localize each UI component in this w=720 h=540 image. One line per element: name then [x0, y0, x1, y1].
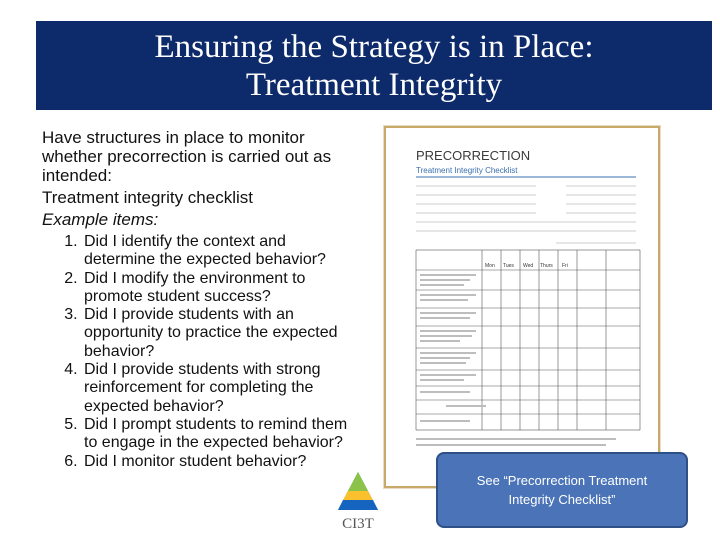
example-label: Example items: [42, 210, 159, 229]
see-checklist-callout [436, 452, 688, 528]
checklist-heading: Treatment integrity checklist [42, 188, 253, 207]
ci3t-logo [336, 470, 380, 532]
list-item: 5. Did I prompt students to remind them to engage in the expected behavior? [82, 416, 352, 453]
checklist-thumbnail [384, 126, 660, 488]
column-header: Thurs [540, 263, 553, 269]
logo-text: CI3T [342, 516, 374, 532]
slide-title [154, 28, 593, 104]
intro-text: Have structures in place to monitor whether precorrection is carried out as intended: [42, 128, 332, 185]
example-items-list [42, 233, 352, 471]
checklist-heading-text: PRECORRECTION [416, 148, 531, 163]
list-item: 4. Did I provide students with strong reinforcement for completing the expected behavior? [82, 361, 352, 416]
checklist-subheading-text: Treatment Integrity Checklist [416, 166, 518, 175]
column-header: Wed [523, 263, 534, 269]
list-item: 2. Did I modify the environment to promote student success? [82, 270, 352, 307]
checklist-image [386, 128, 658, 486]
list-item: 6. Did I monitor student behavior? [82, 453, 352, 471]
body-text [42, 128, 352, 471]
column-header: Mon [485, 263, 495, 269]
column-header: Tues [503, 263, 514, 269]
title-line-1: Ensuring the Strategy is in Place: [154, 28, 594, 65]
list-item: 1. Did I identify the context and determine the expected behavior? [82, 233, 352, 270]
callout-text: See “Precorrection Treatment Integrity Checklist” [476, 473, 648, 507]
list-item: 3. Did I provide students with an opportunity to practice the expected behavior? [82, 306, 352, 361]
title-bar [36, 21, 712, 110]
title-line-2: Treatment Integrity [245, 66, 503, 103]
column-header: Fri [562, 263, 568, 269]
